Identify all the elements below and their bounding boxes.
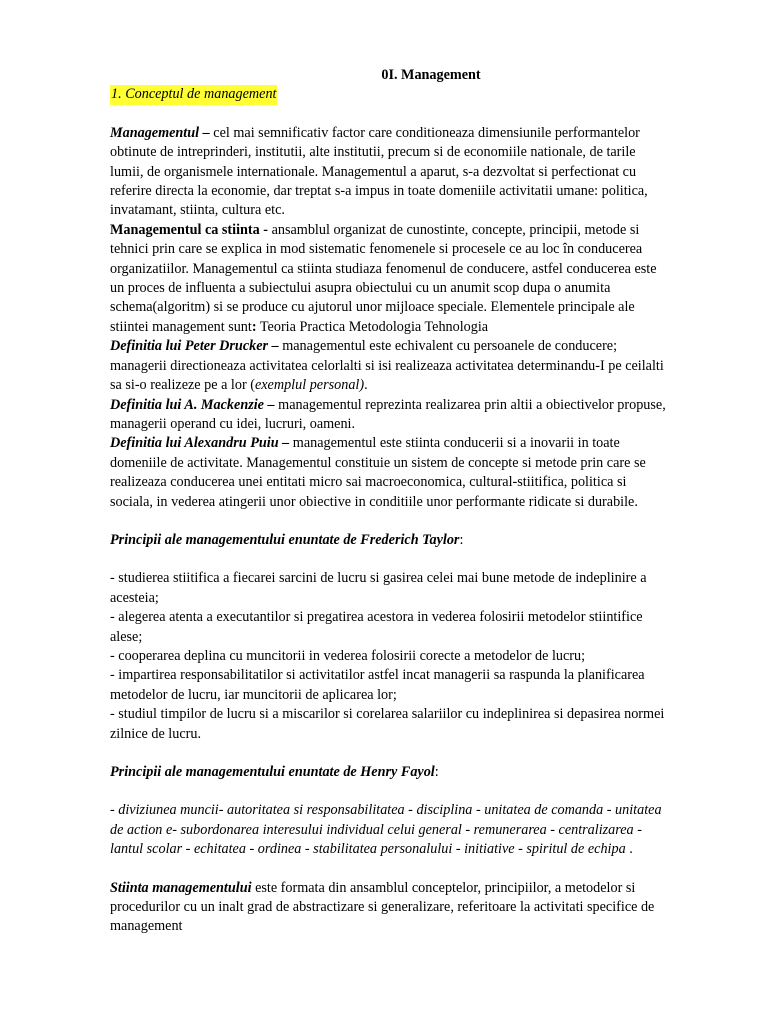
list-item: - cooperarea deplina cu muncitorii in vederea folosirii corecte a metodelor de lucru; [110, 647, 586, 664]
section-heading: 1. Conceptul de management [110, 85, 277, 104]
term-stiinta: Managementul ca stiinta - [110, 221, 269, 238]
list-item: - alegerea atenta a executantilor si pregatirea acestora in vederea folosirii metodelor stiintifice alese; [110, 609, 643, 645]
term-mackenzie: Definitia lui A. Mackenzie – [110, 396, 275, 413]
paragraph-mackenzie: Definitia lui A. Mackenzie – managementul reprezinta realizarea prin altii a obiectivelor propuse, managerii operand cu idei, lucruri, oameni. [110, 396, 666, 432]
document-title: 0I. Management [381, 67, 481, 83]
fayol-heading: Principii ale managementului enuntate de Henry Fayol: [110, 764, 439, 780]
term-managementul: Managementul – [110, 124, 210, 141]
list-item: - studiul timpilor de lucru si a miscarilor si corelarea salariilor cu indeplinirea si depasirea normei zilnice de lucru. [110, 706, 665, 742]
document-page [110, 66, 670, 937]
term-stiinta-managementului: Stiinta managementului [110, 879, 252, 896]
paragraph-drucker: Definitia lui Peter Drucker – managementul este echivalent cu persoanele de conducere; managerii directioneaza activitatea celorlalti si isi realizeaza activitatea determinandu-I pe ceilalti sa si-o realizeze pe a lor (exemplul personal). [110, 338, 664, 394]
fayol-principles: - diviziunea muncii- autoritatea si responsabilitatea - disciplina - unitatea de comanda - unitatea de action e- subordonarea interesului individual celui general - remunerarea - centralizarea - lantul scolar - echitatea - ordinea - stabilitatea personalului - initiative - spiritul de echipa . [110, 802, 662, 858]
paragraph-stiinta-managementului: Stiinta managementului este formata din ansamblul conceptelor, principiilor, a metodelor si procedurilor cu un inalt grad de abstractizare si generalizare, referitoare la activitati specifice de management [110, 879, 655, 935]
paragraph-puiu: Definitia lui Alexandru Puiu – managementul este stiinta conducerii si a inovarii in toate domeniile de activitate. Managementul constituie un sistem de concepte si metode prin care se realizeaza conducerea unei entitati micro sai macroeconomica, cultural-stiitifica, politica si sociala, in vederea atingerii unor obiective in conditiile unor performante ridicate si durabile. [110, 435, 646, 510]
list-item: - impartirea responsabilitatilor si activitatilor astfel incat managerii sa raspunda la planificarea metodelor de lucru, iar muncitorii de aplicarea lor; [110, 667, 645, 703]
term-drucker: Definitia lui Peter Drucker – [110, 338, 279, 355]
term-puiu: Definitia lui Alexandru Puiu – [110, 435, 290, 452]
list-item: - studierea stiitifica a fiecarei sarcini de lucru si gasirea celei mai bune metode de indeplinire a acesteia; [110, 570, 647, 606]
paragraph-managementul: Managementul – cel mai semnificativ factor care conditioneaza dimensiunile performantelor obtinute de intreprinderi, institutii, alte institutii, precum si de economiile nationale, de tarile lumii, de organismele internationale. Managementul a aparut, s-a dezvoltat si perfectionat cu referire directa la economie, dar treptat s-a impus in toate domeniile activitatii umane: politica, invatamant, stiinta, cultura etc. [110, 124, 648, 219]
taylor-heading: Principii ale managementului enuntate de Frederich Taylor: [110, 531, 464, 548]
paragraph-stiinta: Managementul ca stiinta - ansamblul organizat de cunostinte, concepte, principii, metode si tehnici prin care se explica in mod sistematic fenomenele si procesele ce au loc în conducerea organizatiilor. Managementul ca stiinta studiaza fenomenul de conducere, astfel conducerea este un proces de influenta a subiectului asupra obiectului cu un anumit scop dupa o anumita schema(algoritm) si se produce cu ajutorul unor mijloace speciale. Elementele principale ale stiintei management sunt: Teoria Practica Metodologia Tehnologia [110, 221, 657, 335]
